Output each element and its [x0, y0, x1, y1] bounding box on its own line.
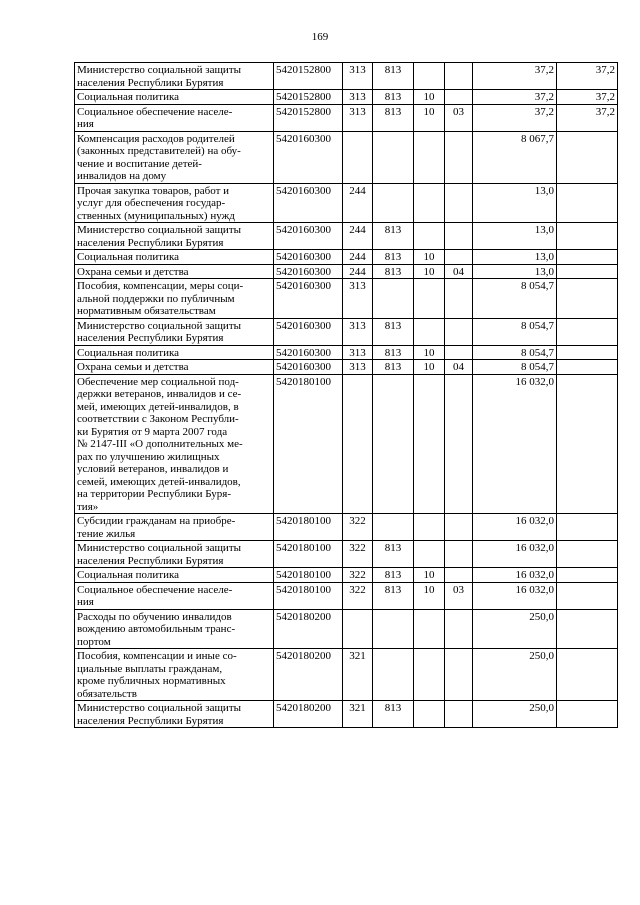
amount-year1-cell: 8 054,7: [473, 360, 557, 375]
section-cell: 10: [414, 345, 445, 360]
amount-year1-cell: 16 032,0: [473, 514, 557, 541]
item-name-line: Социальная политика: [77, 569, 180, 581]
ministry-code-cell: 813: [373, 360, 414, 375]
item-name-line: № 2147-III «О дополнительных ме-: [77, 438, 243, 450]
amount-year1-cell: 8 054,7: [473, 318, 557, 345]
amount-year1-cell: 16 032,0: [473, 568, 557, 583]
target-code-cell: 5420160300: [274, 183, 343, 223]
amount-year2-cell: [557, 649, 618, 701]
item-name-cell: [75, 104, 274, 131]
ministry-code-cell: 813: [373, 223, 414, 250]
ministry-code-cell: 813: [373, 63, 414, 90]
item-name-cell: [75, 345, 274, 360]
amount-year2-cell: 37,2: [557, 90, 618, 105]
amount-year2-cell: [557, 223, 618, 250]
subsection-cell: [445, 250, 473, 265]
item-name-cell: [75, 250, 274, 265]
subsection-cell: [445, 279, 473, 319]
item-name-line: мей, имеющих детей-инвалидов, в: [77, 400, 239, 413]
subsection-cell: 04: [445, 264, 473, 279]
target-code-cell: 5420160300: [274, 264, 343, 279]
expense-type-cell: 322: [343, 568, 373, 583]
expense-type-cell: 321: [343, 701, 373, 728]
amount-year2-cell: [557, 701, 618, 728]
ministry-code-cell: [373, 649, 414, 701]
table-row: [75, 514, 618, 541]
item-name-line: на территории Республики Буря-: [77, 488, 231, 500]
section-cell: [414, 279, 445, 319]
amount-year2-cell: [557, 131, 618, 183]
amount-year2-cell: [557, 250, 618, 265]
amount-year2-cell: [557, 514, 618, 541]
table-row: [75, 582, 618, 609]
expense-type-cell: 322: [343, 541, 373, 568]
item-name-cell: [75, 649, 274, 701]
item-name-line: обязательств: [77, 687, 137, 700]
amount-year2-cell: [557, 374, 618, 514]
amount-year1-cell: 8 054,7: [473, 345, 557, 360]
target-code-cell: 5420152800: [274, 90, 343, 105]
amount-year1-cell: 250,0: [473, 609, 557, 649]
ministry-code-cell: [373, 183, 414, 223]
item-name-line: Социальная политика: [77, 251, 180, 263]
subsection-cell: [445, 63, 473, 90]
subsection-cell: [445, 541, 473, 568]
item-name-line: Социальное обеспечение населе-: [77, 583, 233, 596]
section-cell: [414, 701, 445, 728]
table-row: [75, 264, 618, 279]
item-name-cell: [75, 183, 274, 223]
expense-type-cell: [343, 609, 373, 649]
item-name-cell: [75, 582, 274, 609]
amount-year2-cell: [557, 183, 618, 223]
ministry-code-cell: 813: [373, 541, 414, 568]
section-cell: 10: [414, 582, 445, 609]
target-code-cell: 5420180200: [274, 649, 343, 701]
item-name-line: нормативным обязательствам: [77, 305, 216, 317]
amount-year2-cell: [557, 345, 618, 360]
amount-year1-cell: 13,0: [473, 223, 557, 250]
amount-year1-cell: 37,2: [473, 90, 557, 105]
expense-type-cell: 313: [343, 318, 373, 345]
amount-year2-cell: [557, 568, 618, 583]
table-row: [75, 568, 618, 583]
amount-year2-cell: [557, 582, 618, 609]
table-row: [75, 279, 618, 319]
subsection-cell: 03: [445, 104, 473, 131]
item-name-line: ственных (муниципальных) нужд: [77, 209, 235, 222]
item-name-line: Прочая закупка товаров, работ и: [77, 184, 230, 197]
item-name-line: населения Республики Бурятия: [77, 236, 224, 249]
item-name-line: альной поддержки по публичным: [77, 292, 235, 305]
table-row: [75, 318, 618, 345]
amount-year2-cell: [557, 541, 618, 568]
item-name-line: населения Республики Бурятия: [77, 332, 224, 344]
item-name-line: населения Республики Бурятия: [77, 714, 224, 727]
item-name-cell: [75, 63, 274, 90]
item-name-line: циальные выплаты гражданам,: [77, 662, 223, 675]
item-name-line: населения Республики Бурятия: [77, 76, 224, 89]
amount-year2-cell: [557, 318, 618, 345]
table-row: [75, 701, 618, 728]
item-name-line: Охрана семьи и детства: [77, 265, 189, 278]
item-name-cell: [75, 318, 274, 345]
target-code-cell: 5420180100: [274, 568, 343, 583]
section-cell: [414, 63, 445, 90]
amount-year1-cell: 37,2: [473, 63, 557, 90]
ministry-code-cell: 813: [373, 104, 414, 131]
section-cell: 10: [414, 104, 445, 131]
item-name-line: Компенсация расходов родителей: [77, 132, 235, 145]
ministry-code-cell: 813: [373, 701, 414, 728]
amount-year1-cell: 13,0: [473, 250, 557, 265]
section-cell: [414, 374, 445, 514]
expense-type-cell: 244: [343, 183, 373, 223]
item-name-cell: [75, 264, 274, 279]
target-code-cell: 5420160300: [274, 318, 343, 345]
table-row: [75, 649, 618, 701]
ministry-code-cell: [373, 514, 414, 541]
amount-year1-cell: 16 032,0: [473, 541, 557, 568]
section-cell: [414, 131, 445, 183]
section-cell: [414, 541, 445, 568]
item-name-line: вождению автомобильным транс-: [77, 623, 236, 635]
item-name-line: держки ветеранов, инвалидов и се-: [77, 388, 242, 400]
subsection-cell: [445, 374, 473, 514]
item-name-cell: [75, 131, 274, 183]
table-row: [75, 90, 618, 105]
item-name-cell: [75, 541, 274, 568]
subsection-cell: [445, 701, 473, 728]
ministry-code-cell: 813: [373, 264, 414, 279]
subsection-cell: [445, 568, 473, 583]
table-row: [75, 63, 618, 90]
amount-year1-cell: 37,2: [473, 104, 557, 131]
subsection-cell: [445, 90, 473, 105]
section-cell: [414, 514, 445, 541]
subsection-cell: [445, 131, 473, 183]
subsection-cell: 04: [445, 360, 473, 375]
ministry-code-cell: 813: [373, 90, 414, 105]
item-name-cell: [75, 609, 274, 649]
item-name-line: семей, имеющих детей-инвалидов,: [77, 475, 241, 488]
ministry-code-cell: 813: [373, 318, 414, 345]
item-name-line: населения Республики Бурятия: [77, 554, 224, 567]
table-row: [75, 609, 618, 649]
item-name-line: Министерство социальной защиты: [77, 542, 242, 554]
item-name-line: ния: [77, 596, 94, 608]
subsection-cell: [445, 223, 473, 250]
item-name-cell: [75, 514, 274, 541]
item-name-line: Социальное обеспечение населе-: [77, 105, 233, 118]
item-name-line: Пособия, компенсации, меры соци-: [77, 280, 244, 292]
item-name-line: Расходы по обучению инвалидов: [77, 610, 232, 623]
subsection-cell: [445, 609, 473, 649]
subsection-cell: 03: [445, 582, 473, 609]
amount-year2-cell: 37,2: [557, 104, 618, 131]
ministry-code-cell: 813: [373, 250, 414, 265]
item-name-line: Субсидии гражданам на приобре-: [77, 515, 236, 527]
expense-type-cell: 313: [343, 360, 373, 375]
subsection-cell: [445, 345, 473, 360]
item-name-line: чение и воспитание детей-: [77, 157, 202, 170]
item-name-cell: [75, 701, 274, 728]
expense-type-cell: 244: [343, 223, 373, 250]
ministry-code-cell: [373, 609, 414, 649]
expense-type-cell: [343, 374, 373, 514]
table-row: [75, 374, 618, 514]
target-code-cell: 5420160300: [274, 360, 343, 375]
ministry-code-cell: [373, 131, 414, 183]
item-name-line: инвалидов на дому: [77, 170, 167, 182]
table-body: [75, 63, 618, 728]
item-name-line: услуг для обеспечения государ-: [77, 197, 226, 209]
amount-year1-cell: 16 032,0: [473, 374, 557, 514]
item-name-line: Социальная политика: [77, 346, 180, 359]
target-code-cell: 5420180100: [274, 582, 343, 609]
target-code-cell: 5420180100: [274, 541, 343, 568]
item-name-line: кроме публичных нормативных: [77, 675, 226, 687]
table-row: [75, 183, 618, 223]
page-number: 169: [311, 31, 329, 43]
target-code-cell: 5420180100: [274, 374, 343, 514]
item-name-cell: [75, 374, 274, 514]
item-name-line: Пособия, компенсации и иные со-: [77, 650, 237, 662]
section-cell: 10: [414, 360, 445, 375]
item-name-cell: [75, 568, 274, 583]
item-name-line: портом: [77, 635, 111, 648]
target-code-cell: 5420160300: [274, 279, 343, 319]
item-name-line: условий ветеранов, инвалидов и: [77, 463, 229, 475]
target-code-cell: 5420180100: [274, 514, 343, 541]
item-name-line: ния: [77, 118, 94, 130]
section-cell: [414, 183, 445, 223]
table-row: [75, 345, 618, 360]
amount-year1-cell: 250,0: [473, 701, 557, 728]
expense-type-cell: 313: [343, 345, 373, 360]
table-row: [75, 541, 618, 568]
section-cell: 10: [414, 250, 445, 265]
expense-type-cell: 321: [343, 649, 373, 701]
item-name-line: тение жилья: [77, 527, 136, 540]
item-name-cell: [75, 360, 274, 375]
item-name-line: Министерство социальной защиты: [77, 702, 242, 714]
expense-type-cell: [343, 131, 373, 183]
section-cell: [414, 609, 445, 649]
amount-year2-cell: 37,2: [557, 63, 618, 90]
target-code-cell: 5420160300: [274, 131, 343, 183]
ministry-code-cell: 813: [373, 345, 414, 360]
section-cell: [414, 649, 445, 701]
item-name-line: Охрана семьи и детства: [77, 361, 189, 373]
amount-year1-cell: 8 054,7: [473, 279, 557, 319]
item-name-line: (законных представителей) на обу-: [77, 145, 241, 157]
ministry-code-cell: [373, 279, 414, 319]
amount-year1-cell: 13,0: [473, 264, 557, 279]
ministry-code-cell: [373, 374, 414, 514]
section-cell: [414, 223, 445, 250]
section-cell: 10: [414, 264, 445, 279]
amount-year1-cell: 250,0: [473, 649, 557, 701]
subsection-cell: [445, 183, 473, 223]
expense-type-cell: 313: [343, 279, 373, 319]
subsection-cell: [445, 318, 473, 345]
target-code-cell: 5420160300: [274, 223, 343, 250]
target-code-cell: 5420180200: [274, 701, 343, 728]
item-name-line: Министерство социальной защиты: [77, 224, 242, 236]
amount-year1-cell: 8 067,7: [473, 131, 557, 183]
amount-year1-cell: 13,0: [473, 183, 557, 223]
section-cell: [414, 318, 445, 345]
expense-type-cell: 322: [343, 514, 373, 541]
item-name-line: ки Бурятия от 9 марта 2007 года: [77, 425, 228, 438]
expense-type-cell: 244: [343, 264, 373, 279]
target-code-cell: 5420160300: [274, 345, 343, 360]
expense-type-cell: 313: [343, 104, 373, 131]
item-name-line: Обеспечение мер социальной под-: [77, 375, 239, 388]
amount-year2-cell: [557, 279, 618, 319]
target-code-cell: 5420152800: [274, 63, 343, 90]
item-name-line: Министерство социальной защиты: [77, 319, 242, 332]
ministry-code-cell: 813: [373, 582, 414, 609]
target-code-cell: 5420180200: [274, 609, 343, 649]
expense-type-cell: 313: [343, 63, 373, 90]
item-name-cell: [75, 279, 274, 319]
target-code-cell: 5420152800: [274, 104, 343, 131]
expense-type-cell: 322: [343, 582, 373, 609]
amount-year2-cell: [557, 609, 618, 649]
expense-type-cell: 313: [343, 90, 373, 105]
item-name-line: рах по улучшению жилищных: [77, 450, 220, 463]
section-cell: 10: [414, 90, 445, 105]
item-name-line: соответствии с Законом Республи-: [77, 413, 239, 425]
subsection-cell: [445, 649, 473, 701]
table-row: [75, 250, 618, 265]
item-name-line: Министерство социальной защиты: [77, 64, 242, 76]
expense-type-cell: 244: [343, 250, 373, 265]
ministry-code-cell: 813: [373, 568, 414, 583]
table-row: [75, 131, 618, 183]
table-row: [75, 223, 618, 250]
item-name-line: тия»: [77, 500, 99, 513]
item-name-cell: [75, 223, 274, 250]
table-row: [75, 104, 618, 131]
subsection-cell: [445, 514, 473, 541]
item-name-cell: [75, 90, 274, 105]
amount-year2-cell: [557, 264, 618, 279]
section-cell: 10: [414, 568, 445, 583]
budget-table: [74, 62, 618, 728]
target-code-cell: 5420160300: [274, 250, 343, 265]
item-name-line: Социальная политика: [77, 91, 180, 103]
amount-year2-cell: [557, 360, 618, 375]
table-row: [75, 360, 618, 375]
amount-year1-cell: 16 032,0: [473, 582, 557, 609]
